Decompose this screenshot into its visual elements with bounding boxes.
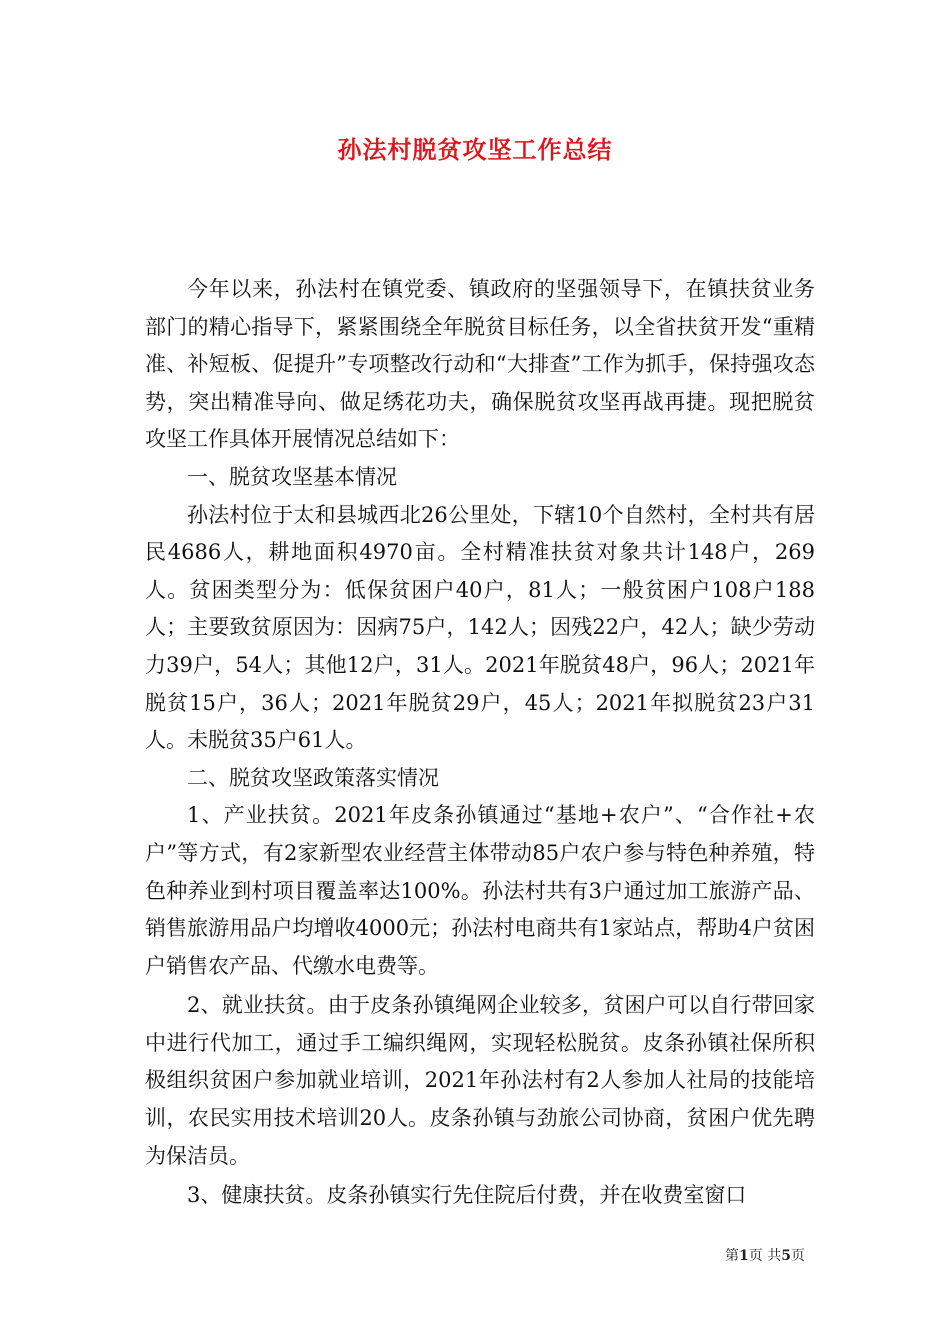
footer-suffix: 页 [791,1248,805,1264]
page-footer [640,1246,805,1266]
industry-poverty-paragraph: 1、产业扶贫。2021年皮条孙镇通过“基地+农户”、“合作社+农户”等方式，有2家新型农业经营主体带动85户农户参与特色种养殖，特色种养业到村项目覆盖率达100%。孙法村共有3户通过加工旅游产品、销售旅游用品户均增收4000元；孙法村电商共有1家站点，帮助4户贫困户销售农产品、代缴水电费等。 [145,803,815,978]
section-heading-2: 二、脱贫攻坚政策落实情况 [187,765,439,790]
document-title: 孙法村脱贫攻坚工作总结 [337,135,613,164]
footer-middle: 页 共 [748,1248,782,1264]
health-poverty-paragraph: 3、健康扶贫。皮条孙镇实行先住院后付费，并在收费室窗口 [187,1183,747,1208]
section-heading-1: 一、脱贫攻坚基本情况 [187,464,397,489]
footer-page-number: 1 [739,1248,749,1264]
employment-poverty-paragraph: 2、就业扶贫。由于皮条孙镇绳网企业较多，贫困户可以自行带回家中进行代加工，通过手工编织绳网，实现轻松脱贫。皮条孙镇社保所积极组织贫困户参加就业培训，2021年孙法村有2人参加人社局的技能培训，农民实用技术培训20人。皮条孙镇与劲旅公司协商，贫困户优先聘为保洁员。 [145,993,815,1168]
basic-situation-paragraph: 孙法村位于太和县城西北26公里处，下辖10个自然村，全村共有居民4686人，耕地面积4970亩。全村精准扶贫对象共计148户，269人。贫困类型分为：低保贫困户40户，81人；一般贫困户108户188人；主要致贫原因为：因病75户，142人；因残22户，42人；缺少劳动力39户，54人；其他12户，31人。2021年脱贫48户，96人；2021年脱贫15户，36人；2021年脱贫29户，45人；2021年拟脱贫23户31人。未脱贫35户61人。 [145,502,815,753]
intro-paragraph: 今年以来，孙法村在镇党委、镇政府的坚强领导下，在镇扶贫业务部门的精心指导下，紧紧围绕全年脱贫目标任务，以全省扶贫开发“重精准、补短板、促提升”专项整改行动和“大排查”工作为抓手，保持强攻态势，突出精准导向、做足绣花功夫，确保脱贫攻坚再战再捷。现把脱贫攻坚工作具体开展情况总结如下： [145,277,815,452]
document-body [145,271,815,1215]
footer-total-pages: 5 [781,1248,791,1264]
footer-prefix: 第 [725,1248,740,1264]
